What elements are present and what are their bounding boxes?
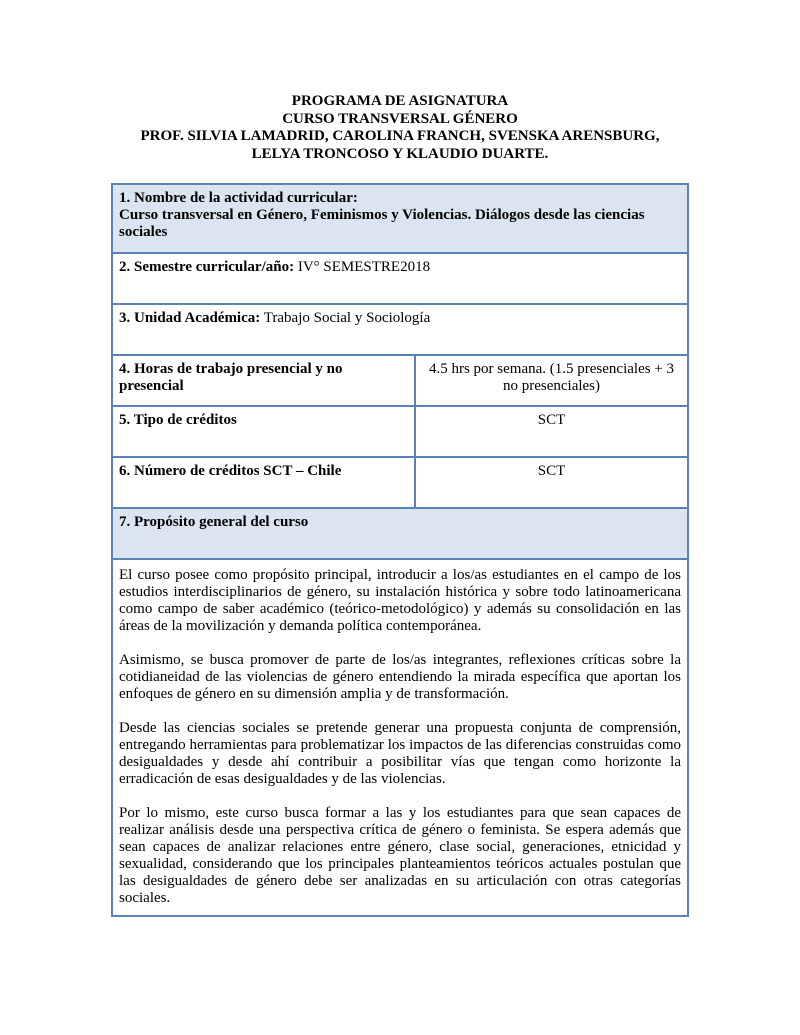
table-row xyxy=(112,457,688,508)
table-row xyxy=(112,508,688,559)
table-row xyxy=(112,406,688,457)
table-row xyxy=(112,253,688,304)
paragraph: Desde las ciencias sociales se pretende generar una propuesta conjunta de comprensión, entregando herramientas para problematizar los impactos de las diferencias construidas como desigualdades y desde ahí contribuir a posibilitar vías que tengan como horizonte la erradicación de esas desigualdades y de las violencias. xyxy=(119,720,681,787)
semester-cell xyxy=(112,253,688,304)
field-value: SCT xyxy=(415,406,688,457)
purpose-text xyxy=(112,559,688,916)
title-line: CURSO TRANSVERSAL GÉNERO xyxy=(282,110,518,127)
field-label: 6. Número de créditos SCT – Chile xyxy=(112,457,415,508)
field-value: 4.5 hrs por semana. (1.5 presenciales + 3 no presenciales) xyxy=(415,355,688,406)
title-line: LELYA TRONCOSO Y KLAUDIO DUARTE. xyxy=(251,145,549,162)
paragraph: El curso posee como propósito principal, introducir a los/as estudiantes en el campo de los estudios interdisciplinarios de género, su instalación histórica y sobre todo latinoamericana como campo de saber académico (teórico-metodológico) y además su consolidación en las áreas de la movilización y demanda política contemporánea. xyxy=(119,567,681,634)
field-label: 1. Nombre de la actividad curricular: xyxy=(119,190,358,206)
table-row xyxy=(112,355,688,406)
section-heading: 7. Propósito general del curso xyxy=(112,508,688,559)
paragraph: Asimismo, se busca promover de parte de los/as integrantes, reflexiones críticas sobre la cotidianeidad de las violencias de género entendiendo la mirada específica que aportan los enfoques de género en su dimensión amplia y de transformación. xyxy=(119,652,681,702)
table-row xyxy=(112,559,688,916)
document-title xyxy=(0,93,800,163)
field-value: Curso transversal en Género, Feminismos y Violencias. Diálogos desde las ciencias sociales xyxy=(119,207,645,240)
field-label: 2. Semestre curricular/año: xyxy=(119,259,295,275)
field-value: SCT xyxy=(415,457,688,508)
course-table xyxy=(111,183,689,917)
field-label: 4. Horas de trabajo presencial y no presencial xyxy=(112,355,415,406)
field-label: 5. Tipo de créditos xyxy=(112,406,415,457)
paragraph: Por lo mismo, este curso busca formar a las y los estudiantes para que sean capaces de realizar análisis desde una perspectiva crítica de género o feminista. Se espera además que sean capaces de analizar relaciones entre género, clase social, generaciones, etnicidad y sexualidad, considerando que los principales planteamientos teóricos actuales postulan que las desigualdades de género debe ser analizadas en su articulación con otras categorías sociales. xyxy=(119,805,681,906)
field-value: Trabajo Social y Sociología xyxy=(260,310,431,326)
table-row xyxy=(112,184,688,253)
title-line: PROF. SILVIA LAMADRID, CAROLINA FRANCH, SVENSKA ARENSBURG, xyxy=(140,128,660,144)
activity-name-cell xyxy=(112,184,688,253)
unit-cell xyxy=(112,304,688,355)
field-value: IV° SEMESTRE2018 xyxy=(294,259,431,275)
title-line: PROGRAMA DE ASIGNATURA xyxy=(291,93,509,109)
table-row xyxy=(112,304,688,355)
field-label: 3. Unidad Académica: xyxy=(119,310,261,326)
